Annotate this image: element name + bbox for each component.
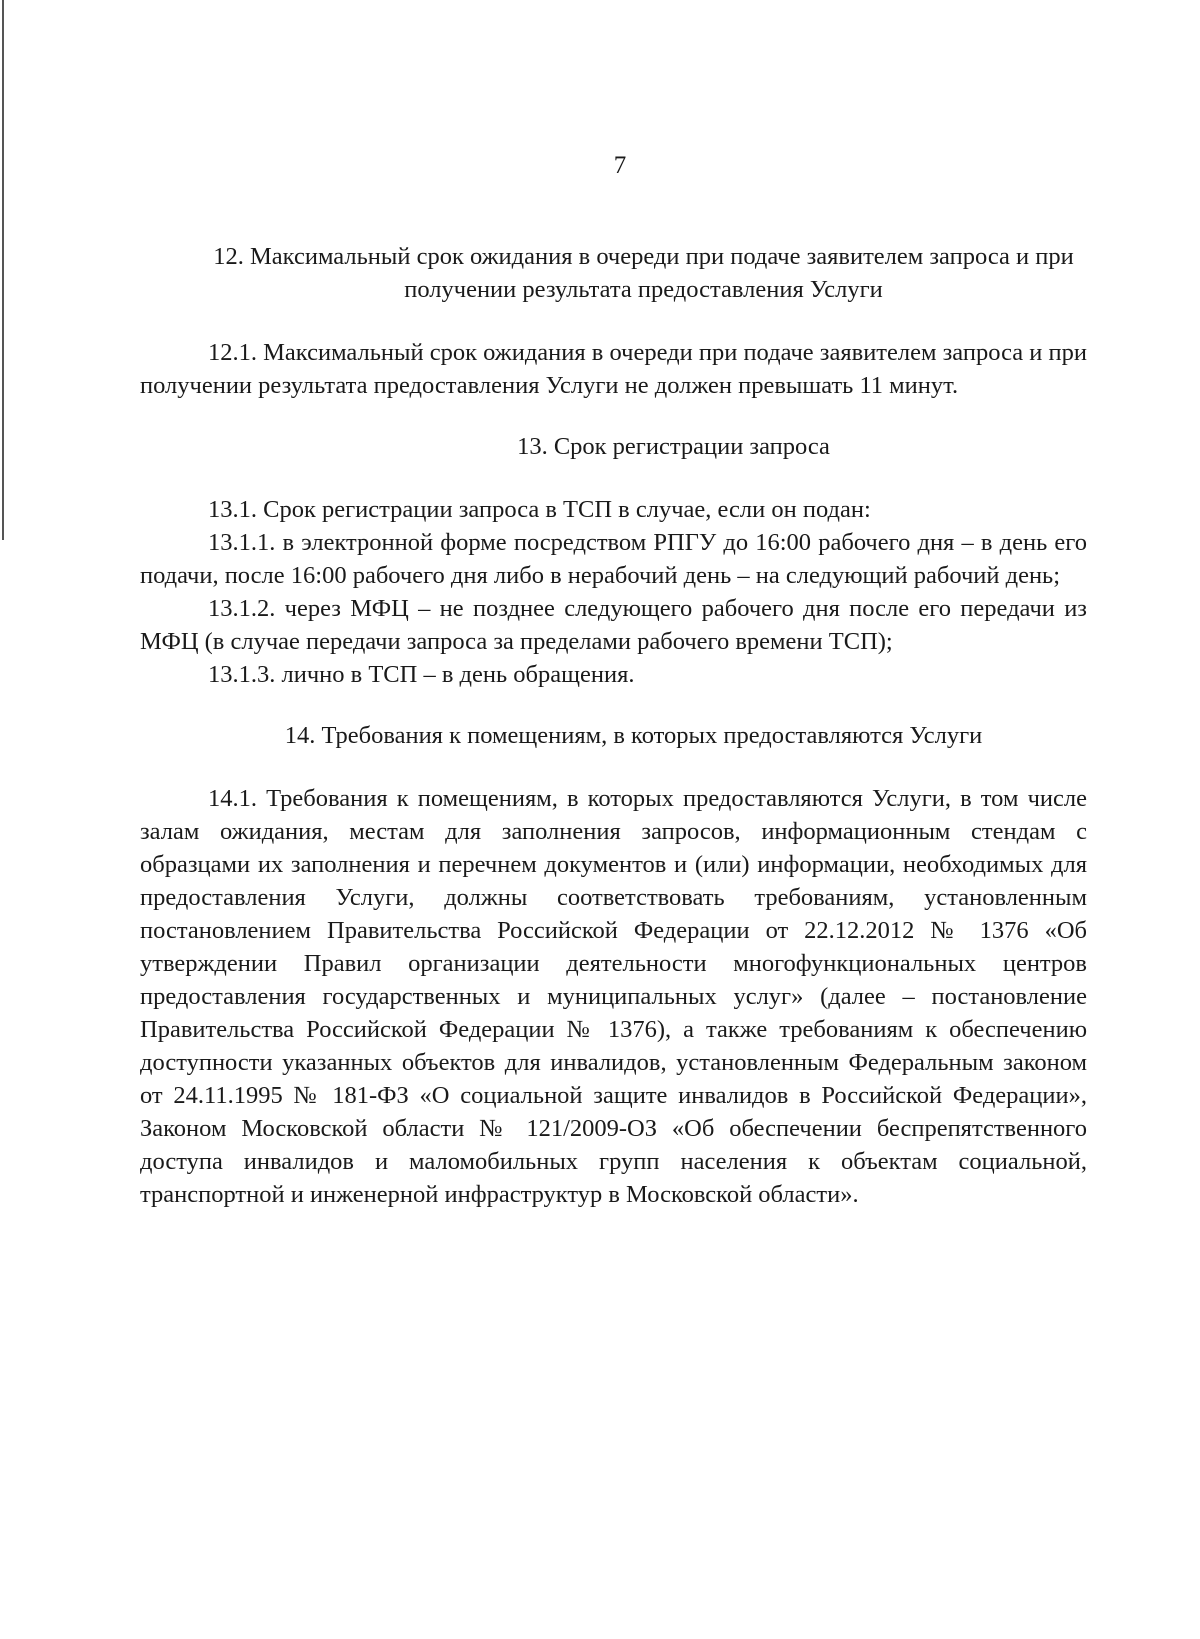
paragraph-13-1-3: 13.1.3. лично в ТСП – в день обращения. — [208, 661, 635, 688]
paragraph-14-1: 14.1. Требования к помещениям, в которых предоставляются Услуги, в том числе залам ожидания, местам для заполнения запросов, информационным стендам с образцами их заполнения и перечнем документов и (или) информации, необходимых для предоставления Услуги, должны соответствовать требованиям, установленным постановлением Правительства Российской Федерации от 22.12.2012 № 1376 «Об утверждении Правил организации деятельности многофункциональных центров предоставления государственных и муниципальных услуг» (далее – постановление Правительства Российской Федерации № 1376), а также требованиям к обеспечению доступности указанных объектов для инвалидов, установленным Федеральным законом от 24.11.1995 № 181-ФЗ «О социальной защите инвалидов в Российской Федерации», Законом Московской области № 121/2009-ОЗ «Об обеспечении беспрепятственного доступа инвалидов и маломобильных групп населения к объектам социальной, транспортной и инженерной инфраструктур в Московской области». — [140, 785, 1087, 1208]
scan-edge-line — [2, 0, 4, 540]
page-number: 7 — [613, 152, 627, 179]
paragraph-13-1: 13.1. Срок регистрации запроса в ТСП в случае, если он подан: — [208, 496, 871, 523]
paragraph-13-1-2: 13.1.2. через МФЦ – не позднее следующего рабочего дня после его передачи из МФЦ (в случае передачи запроса за пределами рабочего времени ТСП); — [140, 595, 1087, 655]
section-heading-12: 12. Максимальный срок ожидания в очереди при подаче заявителем запроса и при получении результата предоставления Услуги — [213, 243, 1074, 303]
section-heading-14: 14. Требования к помещениям, в которых предоставляются Услуги — [284, 722, 983, 749]
section-heading-13: 13. Срок регистрации запроса — [517, 433, 830, 460]
paragraph-13-1-1: 13.1.1. в электронной форме посредством РПГУ до 16:00 рабочего дня – в день его подачи, после 16:00 рабочего дня либо в нерабочий день – на следующий рабочий день; — [140, 529, 1087, 589]
paragraph-12-1: 12.1. Максимальный срок ожидания в очереди при подаче заявителем запроса и при получении результата предоставления Услуги не должен превышать 11 минут. — [140, 339, 1087, 399]
document-body — [140, 240, 1087, 1211]
